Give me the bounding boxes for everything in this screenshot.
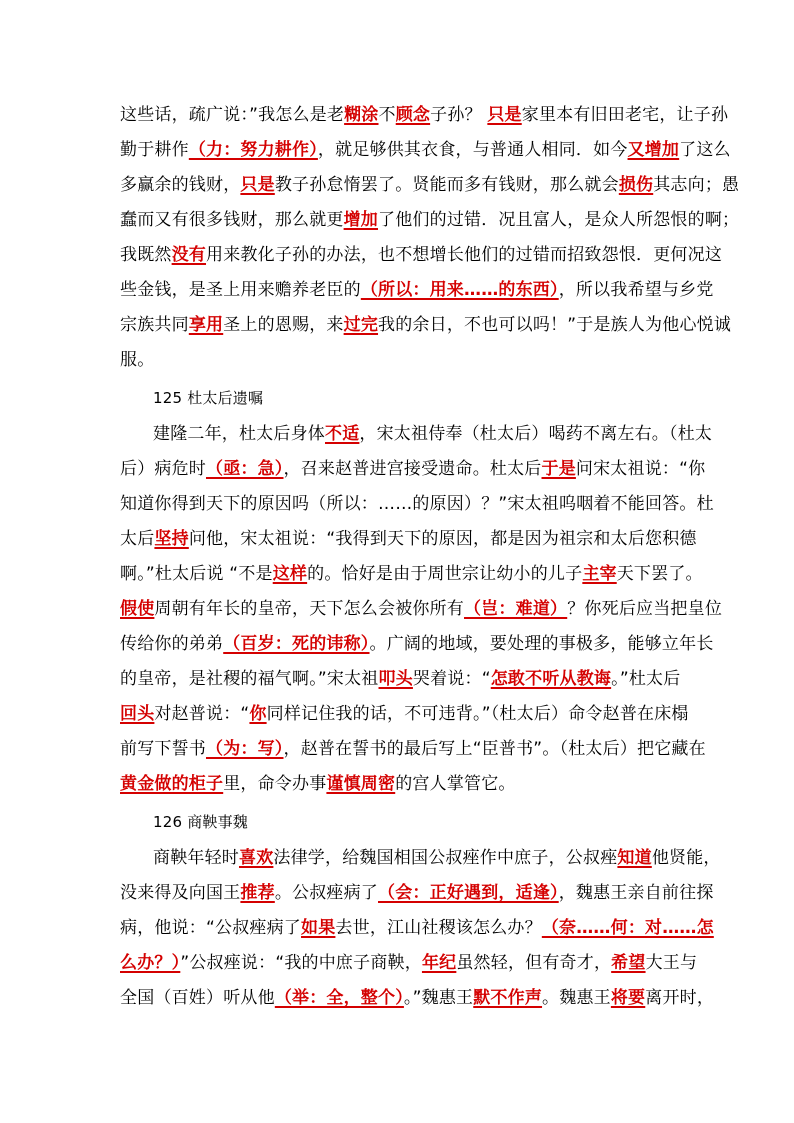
text-segment: 。广阔的地域，要处理的事极多，能够立年长 [369, 634, 714, 654]
annotated-term: （力：努力耕作） [188, 140, 318, 160]
text-segment: 商鞅年轻时 [153, 848, 239, 868]
text-line [120, 987, 715, 1009]
annotated-term: 又增加 [627, 140, 680, 160]
annotated-term: （所以：用来……的东西） [360, 280, 559, 300]
text-segment: 其志向；愚 [653, 175, 740, 195]
text-segment: 家里本有旧田老宅，让子孙 [521, 105, 729, 125]
text-segment: 教子孙怠惰罢了。贤能而多有钱财，那么就会 [274, 175, 619, 195]
annotated-term: 糊涂 [344, 105, 379, 125]
text-segment: 125 杜太后遗嘱 [153, 389, 264, 407]
text-segment: ，魏惠王亲自前往探 [558, 883, 714, 903]
annotated-term: （岂：难道） [464, 599, 568, 619]
annotated-term: 谨慎周密 [326, 774, 396, 794]
text-segment: 离开时， [645, 988, 715, 1008]
annotated-term: 顾念 [395, 105, 431, 125]
text-line [120, 633, 714, 655]
text-segment: ，赵普在誓书的最后写上“臣普书”。（杜太后）把它藏在 [283, 739, 706, 759]
text-segment: 去世，江山社稷该怎么办？ [335, 918, 542, 938]
text-segment: 圣上的恩赐，来 [223, 315, 344, 335]
section-title [153, 387, 263, 409]
text-line [120, 738, 706, 760]
annotated-term: （会：正好遇到，适逢） [378, 883, 559, 903]
text-segment: 我既然 [120, 245, 172, 265]
text-line [120, 314, 732, 336]
annotated-term: 叩头 [378, 669, 413, 689]
annotated-term: 怎敢不听从教诲 [490, 669, 612, 689]
annotated-term: 损伤 [618, 175, 654, 195]
annotated-term: （举：全，整个） [274, 988, 404, 1008]
annotated-term: 年纪 [421, 953, 457, 973]
text-segment: 他贤能， [651, 848, 721, 868]
text-segment: ？你死后应当把皇位 [567, 599, 723, 619]
text-segment: ，召来赵普进宫接受遗命。杜太后 [283, 459, 542, 479]
text-line [120, 349, 154, 371]
text-segment: 。”魏惠王 [403, 988, 474, 1008]
annotated-term: （为：写） [206, 739, 284, 759]
annotated-term: 推荐 [240, 883, 275, 903]
text-segment: 了这么 [679, 140, 731, 160]
text-segment: 里，命令办事 [223, 774, 327, 794]
text-segment: 没来得及向国王 [120, 883, 241, 903]
text-segment: 后）病危时 [120, 459, 206, 479]
text-line [120, 773, 516, 795]
text-line [153, 847, 721, 869]
text-line [120, 563, 703, 585]
text-line [120, 493, 714, 515]
annotated-term: 只是 [240, 175, 275, 195]
text-line [120, 104, 729, 126]
text-segment: 。公叔痤病了 [274, 883, 379, 903]
text-line [120, 668, 681, 690]
text-segment: 周朝有年长的皇帝，天下怎么会被你所有 [154, 599, 465, 619]
annotated-term: （亟：急） [206, 459, 284, 479]
text-segment: 勤于耕作 [120, 140, 189, 160]
text-line [120, 917, 714, 939]
annotated-term: 喜欢 [239, 848, 274, 868]
annotated-term: 假使 [120, 599, 155, 619]
text-segment: 的。恰好是由于周世宗让幼小的儿子 [307, 564, 583, 584]
text-line [120, 139, 731, 161]
text-segment: 传给你的弟弟 [120, 634, 224, 654]
text-segment: 问宋太祖说：“你 [575, 459, 706, 479]
text-segment: ”公叔痤说：“我的中庶子商鞅， [180, 953, 422, 973]
text-segment: 不 [378, 105, 396, 125]
text-segment: 些金钱，是圣上用来赡养老臣的 [120, 280, 361, 300]
text-segment: 这些话，疏广说：”我怎么是老 [120, 105, 345, 125]
text-segment: 用来教化子孙的办法，也不想增长他们的过错而招致怨恨．更何况这 [206, 245, 723, 265]
annotated-term: 只是 [487, 105, 522, 125]
text-segment: 前写下誓书 [120, 739, 206, 759]
annotated-term: 不适 [325, 424, 360, 444]
text-segment: 哭着说：“ [412, 669, 491, 689]
text-segment: 全国（百姓）听从他 [120, 988, 275, 1008]
annotated-term: 你 [249, 704, 267, 724]
text-segment: 对赵普说：“ [154, 704, 250, 724]
text-segment: ，就足够供其衣食，与普通人相同．如今 [317, 140, 628, 160]
text-segment: 。”杜太后 [611, 669, 681, 689]
text-segment: 的皇帝，是社稷的福气啊。”宋太祖 [120, 669, 379, 689]
annotated-term: （奈……何：对……怎 [541, 918, 714, 938]
text-segment: 病，他说：“公叔痤病了 [120, 918, 302, 938]
text-segment: 啊。”杜太后说 “不是 [120, 564, 273, 584]
text-segment: 知道你得到天下的原因吗（所以：……的原因）？”宋太祖呜咽着不能回答。杜 [120, 494, 714, 514]
text-line [120, 174, 740, 196]
text-segment: 我的余日，不也可以吗！”于是族人为他心悦诚 [378, 315, 732, 335]
text-line [120, 882, 714, 904]
annotated-term: 没有 [171, 245, 207, 265]
text-segment: 大王与 [645, 953, 698, 973]
text-line [120, 244, 723, 266]
text-line [120, 952, 698, 974]
text-segment: ，所以我希望与乡党 [558, 280, 714, 300]
text-segment: 服。 [120, 350, 155, 370]
text-line [120, 703, 689, 725]
text-segment: 多赢余的钱财， [120, 175, 241, 195]
text-line [120, 458, 706, 480]
text-segment: 虽然轻，但有奇才， [456, 953, 612, 973]
text-segment: 蠢而又有很多钱财，那么就更 [120, 210, 344, 230]
annotated-term: 这样 [272, 564, 308, 584]
text-segment: ，宋太祖侍奉（杜太后）喝药不离左右。（杜太 [359, 424, 713, 444]
annotated-term: 黄金做的柜子 [120, 774, 224, 794]
text-segment: 了他们的过错．况且富人，是众人所怨恨的啊； [378, 210, 740, 230]
annotated-term: 过完 [343, 315, 379, 335]
annotated-term: 如果 [301, 918, 336, 938]
annotated-term: （百岁：死的讳称） [223, 634, 370, 654]
section-title [153, 811, 248, 833]
text-line [120, 209, 740, 231]
text-segment: 天下罢了。 [616, 564, 703, 584]
annotated-term: 于是 [541, 459, 576, 479]
annotated-term: 增加 [343, 210, 379, 230]
annotated-term: 将要 [610, 988, 646, 1008]
text-segment: 问他，宋太祖说：“我得到天下的原因，都是因为祖宗和太后您积德 [188, 529, 697, 549]
annotated-term: 么办？） [120, 953, 181, 973]
text-segment: 126 商鞅事魏 [153, 813, 248, 831]
text-segment: 建隆二年，杜太后身体 [153, 424, 325, 444]
text-segment: 法律学，给魏国相国公叔痤作中庶子，公叔痤 [273, 848, 618, 868]
text-segment: 子孙？ [430, 105, 488, 125]
annotated-term: 默不作声 [473, 988, 543, 1008]
text-segment: 太后 [120, 529, 155, 549]
text-segment: 宗族共同 [120, 315, 189, 335]
text-segment: 的宫人掌管它。 [395, 774, 516, 794]
text-line [120, 598, 723, 620]
annotated-term: 主宰 [582, 564, 617, 584]
annotated-term: 坚持 [154, 529, 189, 549]
annotated-term: 回头 [120, 704, 155, 724]
text-line [120, 528, 697, 550]
text-segment: 同样记住我的话，不可违背。”（杜太后）命令赵普在床榻 [266, 704, 689, 724]
text-line [153, 423, 713, 445]
annotated-term: 希望 [611, 953, 646, 973]
annotated-term: 享用 [188, 315, 224, 335]
annotated-term: 知道 [617, 848, 652, 868]
text-line [120, 279, 714, 301]
text-segment: 。魏惠王 [542, 988, 611, 1008]
